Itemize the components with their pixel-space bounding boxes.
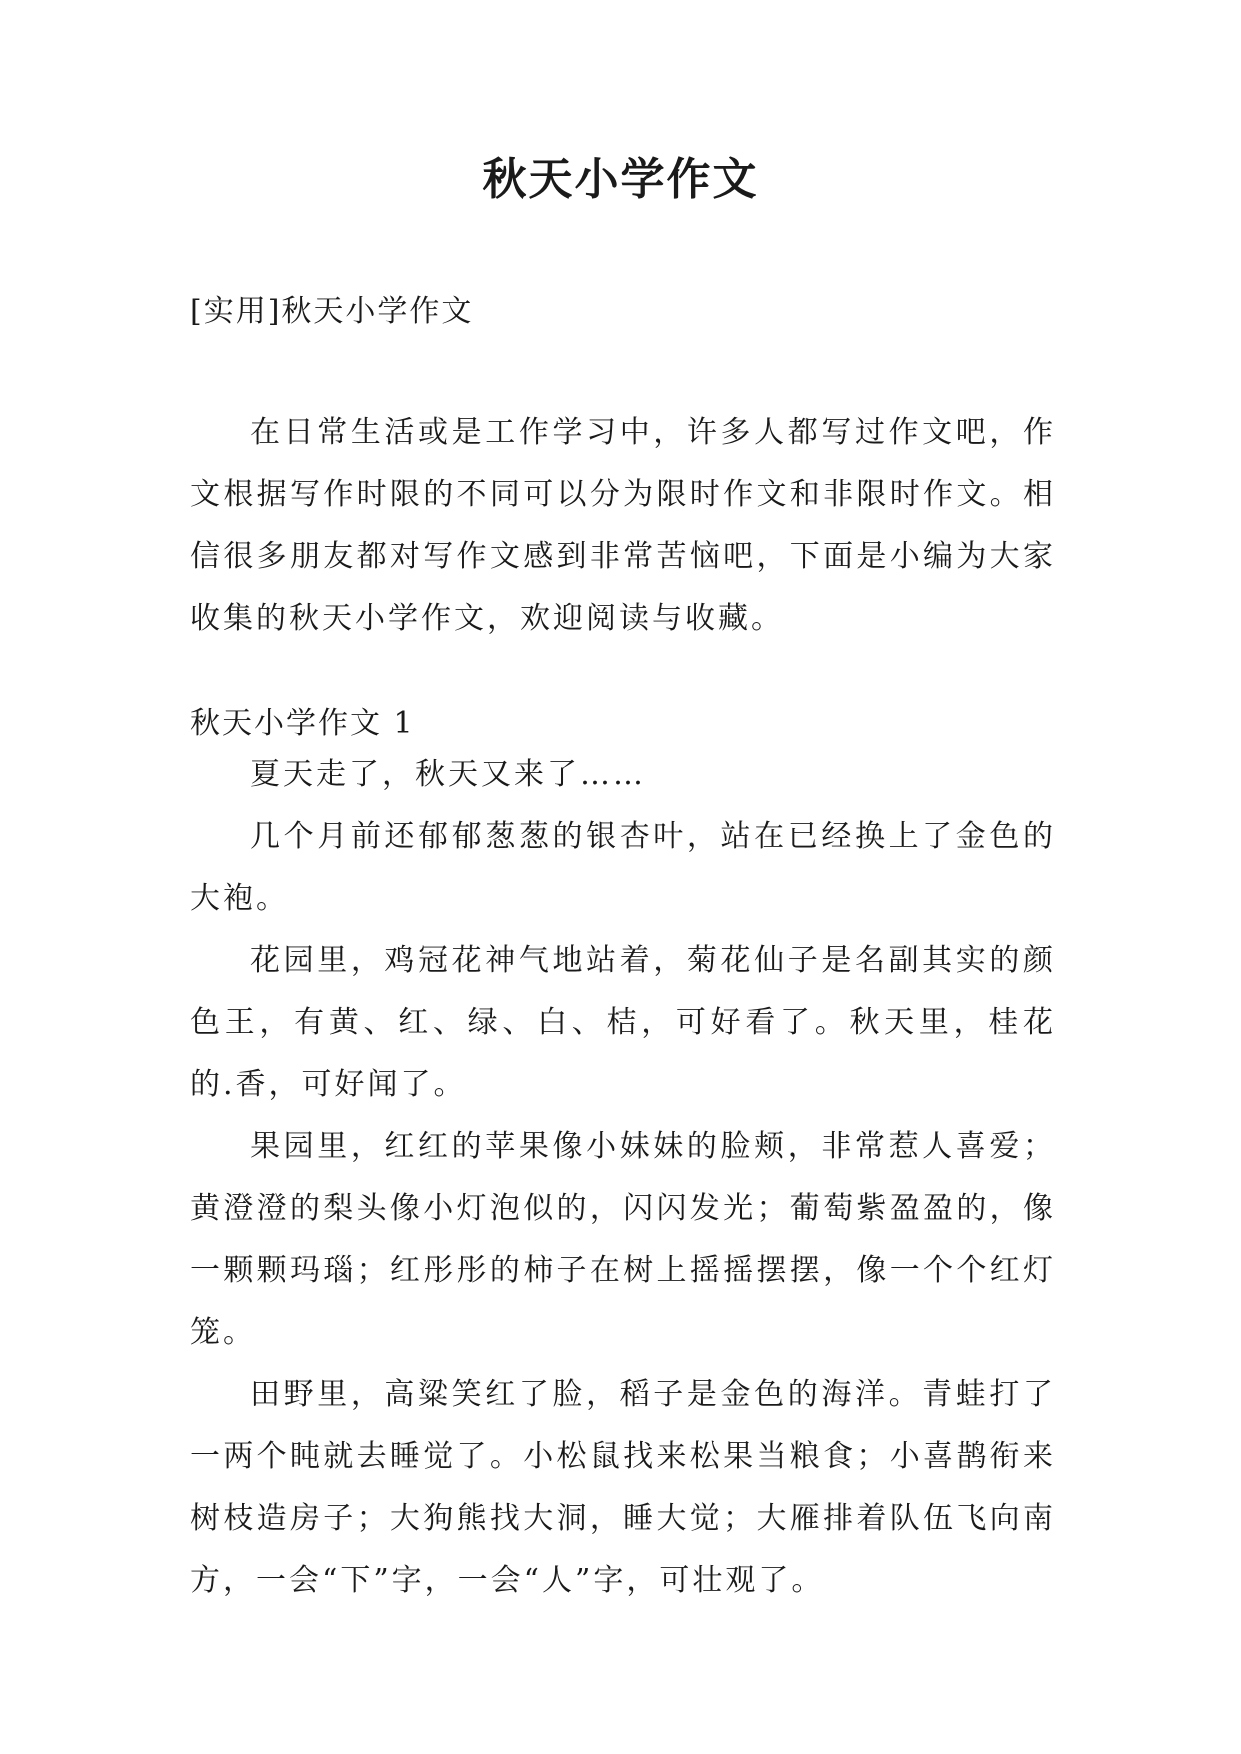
essay-paragraph-5: 田野里，高粱笑红了脸，稻子是金色的海洋。青蛙打了一两个盹就去睡觉了。小松鼠找来松果当粮食；小喜鹊衔来树枝造房子；大狗熊找大洞，睡大觉；大雁排着队伍飞向南方，一会“下”字，一会“人”字，可壮观了。 [190, 1377, 1056, 1598]
essay-paragraph-3: 花园里，鸡冠花神气地站着，菊花仙子是名副其实的颜色王，有黄、红、绿、白、桔，可好看了。秋天里，桂花的.香，可好闻了。 [190, 943, 1056, 1102]
essay-body [190, 744, 1056, 1612]
essay-paragraph-2: 几个月前还郁郁葱葱的银杏叶，站在已经换上了金色的大袍。 [190, 819, 1056, 916]
essay-paragraph-1: 夏天走了，秋天又来了…… [250, 757, 646, 792]
section-heading: 秋天小学作文 1 [190, 706, 415, 741]
essay-paragraph-4: 果园里，红红的苹果像小妹妹的脸颊，非常惹人喜爱；黄澄澄的梨头像小灯泡似的，闪闪发光；葡萄紫盈盈的，像一颗颗玛瑙；红彤彤的柿子在树上摇摇摆摆，像一个个红灯笼。 [190, 1129, 1056, 1350]
page-title: 秋天小学作文 [482, 154, 759, 205]
document-subtitle: [实用]秋天小学作文 [190, 294, 474, 329]
intro-section [190, 402, 1056, 650]
intro-paragraph: 在日常生活或是工作学习中，许多人都写过作文吧，作文根据写作时限的不同可以分为限时作文和非限时作文。相信很多朋友都对写作文感到非常苦恼吧，下面是小编为大家收集的秋天小学作文，欢迎阅读与收藏。 [190, 415, 1056, 636]
